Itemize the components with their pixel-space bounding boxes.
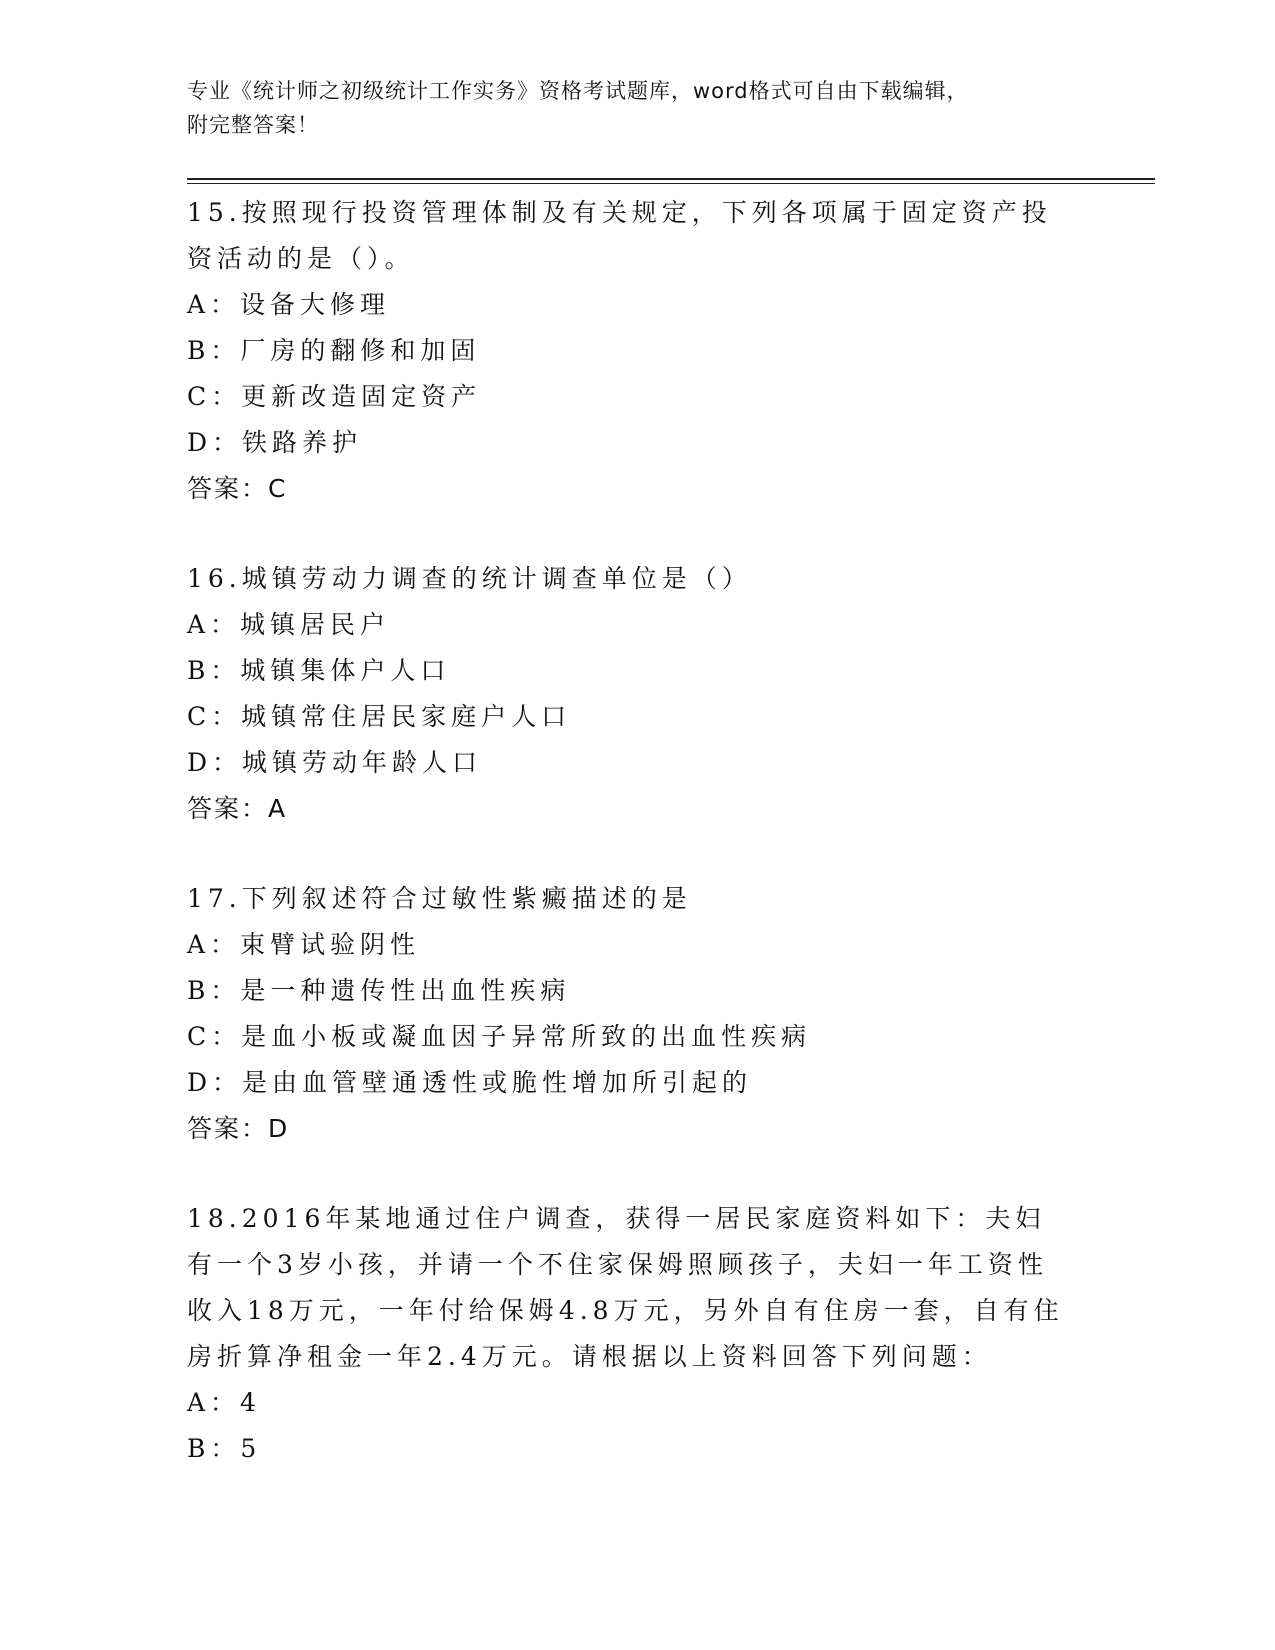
header-line-1: 专业《统计师之初级统计工作实务》资格考试题库，word格式可自由下载编辑， [187,79,969,103]
document-header [187,74,1067,142]
option-b: B：城镇集体户人口 [187,656,451,685]
option-b: B：是一种遗传性出血性疾病 [187,976,571,1005]
option-a: A：束臂试验阴性 [187,930,421,959]
answer-line: 答案：A [187,794,288,823]
option-b: B：5 [187,1434,262,1463]
option-d: D：是由血管壁通透性或脆性增加所引起的 [187,1068,753,1097]
option-c: C：城镇常住居民家庭户人口 [187,702,572,731]
question-stem: 16.城镇劳动力调查的统计调查单位是（） [187,564,752,593]
option-d: D：城镇劳动年龄人口 [187,748,483,777]
option-c: C：是血小板或凝血因子异常所致的出血性疾病 [187,1022,812,1051]
answer-line: 答案：D [187,1114,290,1143]
option-a: A：4 [187,1388,261,1417]
header-line-2: 附完整答案！ [187,113,319,137]
option-d: D：铁路养护 [187,428,363,457]
question-stem: 15.按照现行投资管理体制及有关规定，下列各项属于固定资产投资活动的是（）。 [187,198,1052,273]
option-a: A：设备大修理 [187,290,391,319]
option-c: C：更新改造固定资产 [187,382,482,411]
header-divider-bottom [187,183,1155,184]
answer-line: 答案：C [187,474,288,503]
header-divider-top [187,178,1155,180]
question-18 [187,1196,1087,1472]
question-16 [187,556,1087,832]
question-15 [187,190,1087,512]
question-17 [187,876,1087,1152]
question-stem: 18.2016年某地通过住户调查，获得一居民家庭资料如下：夫妇有一个3岁小孩，并请一个不住家保姆照顾孩子，夫妇一年工资性收入18万元，一年付给保姆4.8万元，另外自有住房一套，自有住房折算净租金一年2.4万元。请根据以上资料回答下列问题： [187,1204,1064,1371]
option-a: A：城镇居民户 [187,610,391,639]
option-b: B：厂房的翻修和加固 [187,336,481,365]
question-list [187,190,1087,1516]
question-stem: 17.下列叙述符合过敏性紫癜描述的是 [187,884,692,913]
